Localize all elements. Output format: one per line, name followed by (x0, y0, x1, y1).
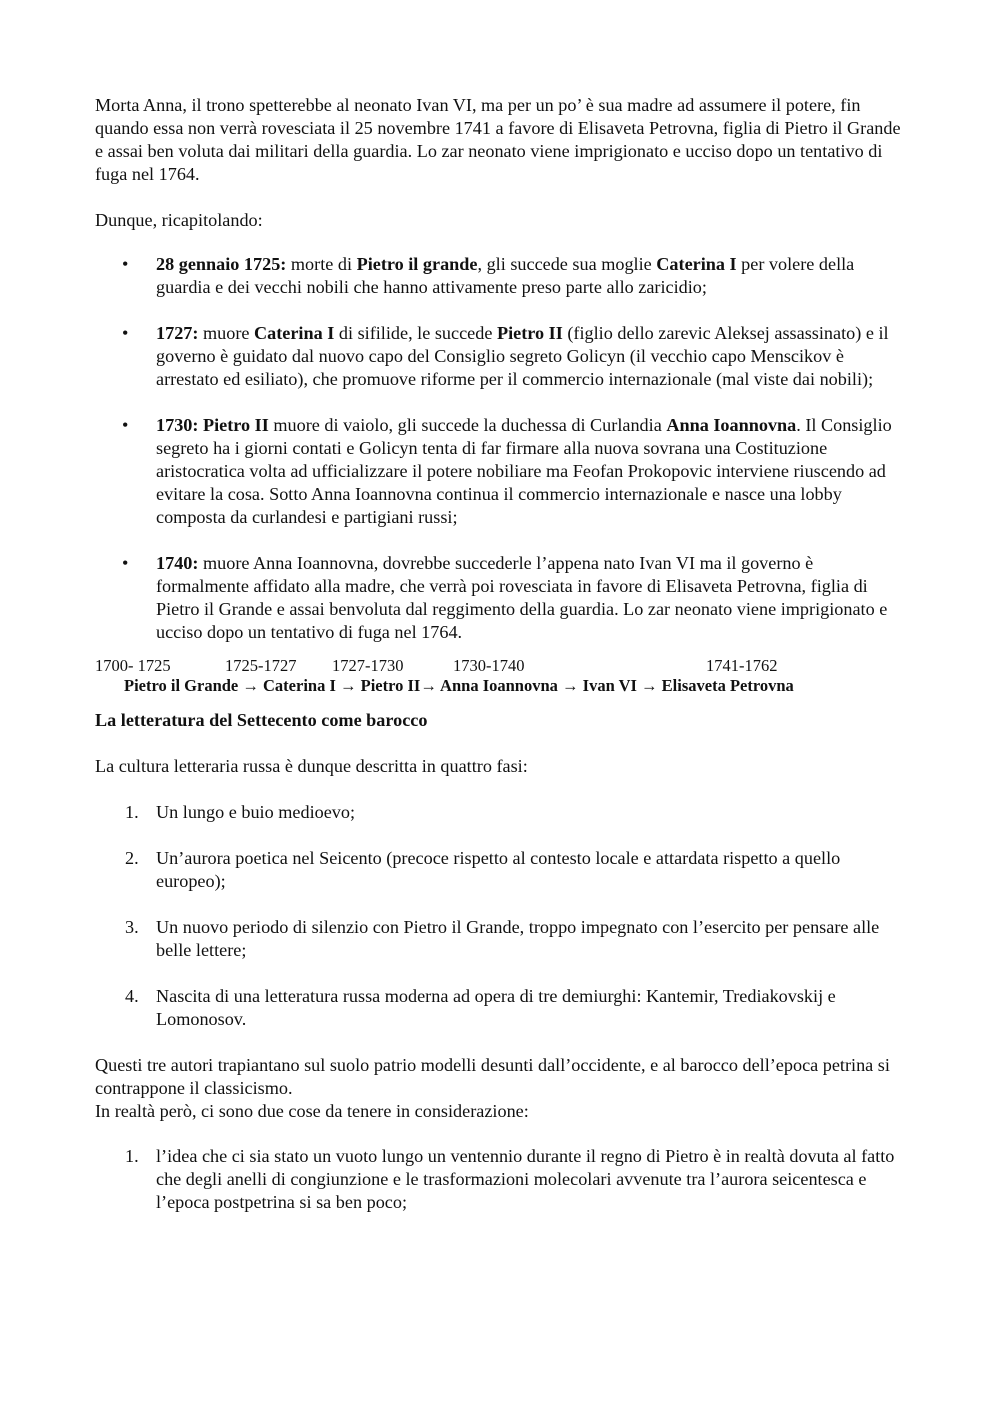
timeline-year: 1730-1740 (453, 656, 525, 675)
bullet-icon: • (122, 323, 129, 343)
section-title: La letteratura del Settecento come barocco (95, 710, 428, 730)
list-number: 2. (125, 848, 139, 868)
list-number: 4. (125, 986, 139, 1006)
bullet-icon: • (122, 553, 129, 573)
considerazioni-list (95, 1145, 905, 1214)
recap-list (95, 253, 905, 644)
questi-paragraph: Questi tre autori trapiantano sul suolo patrio modelli desunti dall’occidente, e al barocco dell’epoca petrina si contrappone il classicismo. (95, 1055, 890, 1098)
bullet-icon: • (122, 415, 129, 435)
timeline-year: 1741-1762 (706, 656, 778, 675)
fasi-list (95, 801, 905, 1031)
fasi-intro: La cultura letteraria russa è dunque descritta in quattro fasi: (95, 756, 528, 776)
bullet-icon: • (122, 254, 129, 274)
list-number: 3. (125, 917, 139, 937)
timeline-year: 1700- 1725 (95, 656, 171, 675)
document-page (95, 94, 905, 1237)
list-number: 1. (125, 1146, 139, 1166)
list-item: • 28 gennaio 1725: morte di Pietro il grande, gli succede sua moglie Caterina I per volere della guardia e dei vecchi nobili che hanno attivamente preso parte allo zaricidio; (122, 254, 855, 297)
list-item: 2. Un’aurora poetica nel Seicento (precoce rispetto al contesto locale e attardata rispetto a quello europeo); (125, 848, 841, 891)
recap-label: Dunque, ricapitolando: (95, 210, 263, 230)
list-item: 3. Un nuovo periodo di silenzio con Pietro il Grande, troppo impegnato con l’esercito per pensare alle belle lettere; (125, 917, 880, 960)
list-item: 1. Un lungo e buio medioevo; (125, 802, 356, 822)
timeline-years (95, 656, 905, 676)
list-number: 1. (125, 802, 139, 822)
timeline-year: 1727-1730 (332, 656, 404, 675)
list-item: • 1727: muore Caterina I di sifilide, le succede Pietro II (figlio dello zarevic Aleksej assassinato) e il governo è guidato dal nuovo capo del Consiglio segreto Golicyn (il vecchio capo Menscikov è arrestato ed esiliato), che promuove riforme per il commercio internazionale (mal viste dai nobili); (122, 323, 889, 389)
list-item: 4. Nascita di una letteratura russa moderna ad opera di tre demiurghi: Kantemir, Trediakovskij e Lomonosov. (125, 986, 836, 1029)
timeline-year: 1725-1727 (225, 656, 297, 675)
list-item: • 1730: Pietro II muore di vaiolo, gli succede la duchessa di Curlandia Anna Ioannovna. Il Consiglio segreto ha i giorni contati e Golicyn tenta di far firmare alla nuova sovrana una Costituzione aristocratica volta ad ufficializzare il potere nobiliare ma Feofan Prokopovic interviene riuscendo ad evitare la cosa. Sotto Anna Ioannovna continua il commercio internazionale e nasce una lobby composta da curlandesi e partigiani russi; (122, 415, 892, 527)
succession-timeline (95, 656, 905, 698)
realta-paragraph: In realtà però, ci sono due cose da tenere in considerazione: (95, 1101, 529, 1121)
list-item: • 1740: muore Anna Ioannovna, dovrebbe succederle l’appena nato Ivan VI ma il governo è formalmente affidato alla madre, che verrà poi rovesciata in favore di Elisaveta Petrovna, figlia di Pietro il Grande e assai benvoluta dal reggimento della guardia. Lo zar neonato viene imprigionato e ucciso dopo un tentativo di fuga nel 1764. (122, 553, 888, 642)
timeline-chain: Pietro il Grande → Caterina I → Pietro II→ Anna Ioannovna → Ivan VI → Elisaveta Petrovna (124, 676, 794, 695)
list-item: 1. l’idea che ci sia stato un vuoto lungo un ventennio durante il regno di Pietro è in realtà dovuta al fatto che degli anelli di congiunzione e le trasformazioni molecolari avvenute tra l’aurora seicentesca e l’epoca postpetrina si sa ben poco; (125, 1146, 895, 1212)
intro-paragraph: Morta Anna, il trono spetterebbe al neonato Ivan VI, ma per un po’ è sua madre ad assumere il potere, fin quando essa non verrà rovesciata il 25 novembre 1741 a favore di Elisaveta Petrovna, figlia di Pietro il Grande e assai ben voluta dai militari della guardia. Lo zar neonato viene imprigionato e ucciso dopo un tentativo di fuga nel 1764. (95, 95, 901, 184)
